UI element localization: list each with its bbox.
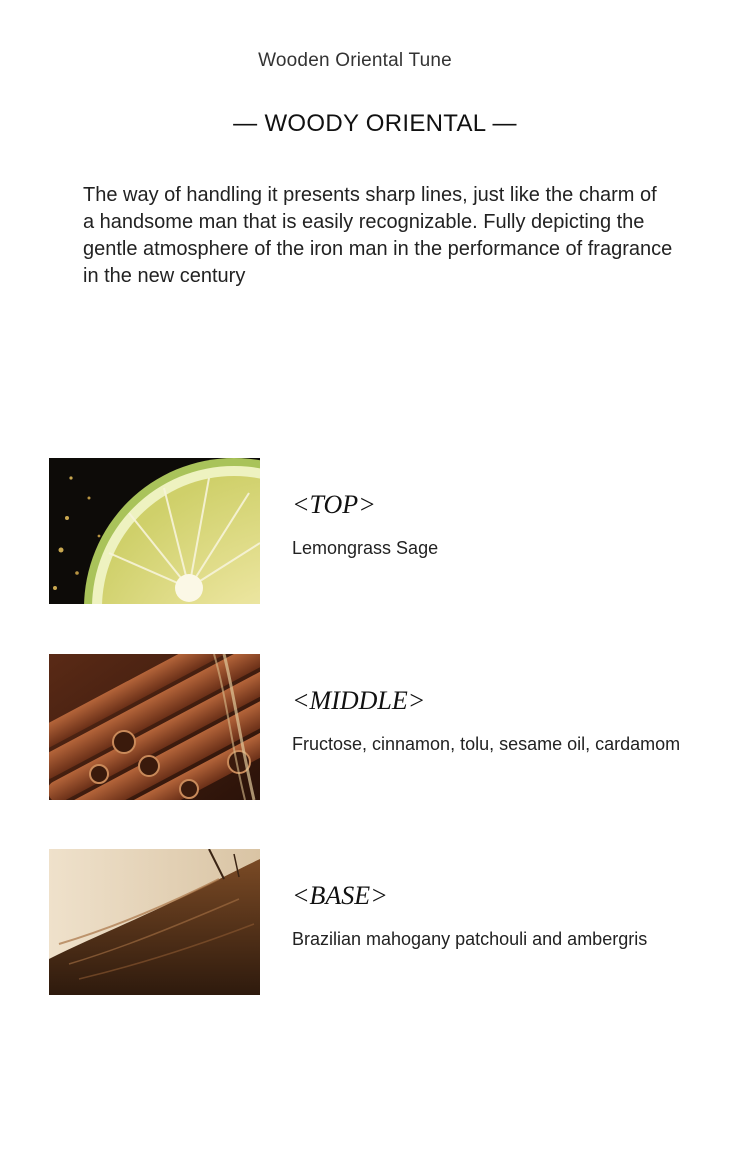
note-ingredients-base: Brazilian mahogany patchouli and ambergris — [292, 929, 648, 949]
note-tier-middle: <MIDDLE> — [292, 686, 426, 715]
intro-paragraph: The way of handling it presents sharp lines, just like the charm of a handsome man that is easily recognizable. Fully depicting the gentle atmosphere of the iron man in the performance of fragrance in the new century — [83, 184, 673, 287]
note-ingredients-top: Lemongrass Sage — [292, 538, 439, 558]
lemon-slice-image — [49, 458, 260, 604]
mahogany-wood-image — [49, 849, 260, 995]
note-base — [49, 849, 729, 995]
page-title: — WOODY ORIENTAL — — [233, 110, 517, 137]
note-tier-top: <TOP> — [292, 490, 376, 519]
note-tier-base: <BASE> — [292, 881, 388, 910]
cinnamon-sticks-image — [49, 654, 260, 800]
note-ingredients-middle: Fructose, cinnamon, tolu, sesame oil, cardamom — [292, 734, 681, 754]
note-top — [49, 458, 729, 604]
note-middle — [49, 654, 729, 800]
page-subtitle: Wooden Oriental Tune — [258, 50, 452, 71]
